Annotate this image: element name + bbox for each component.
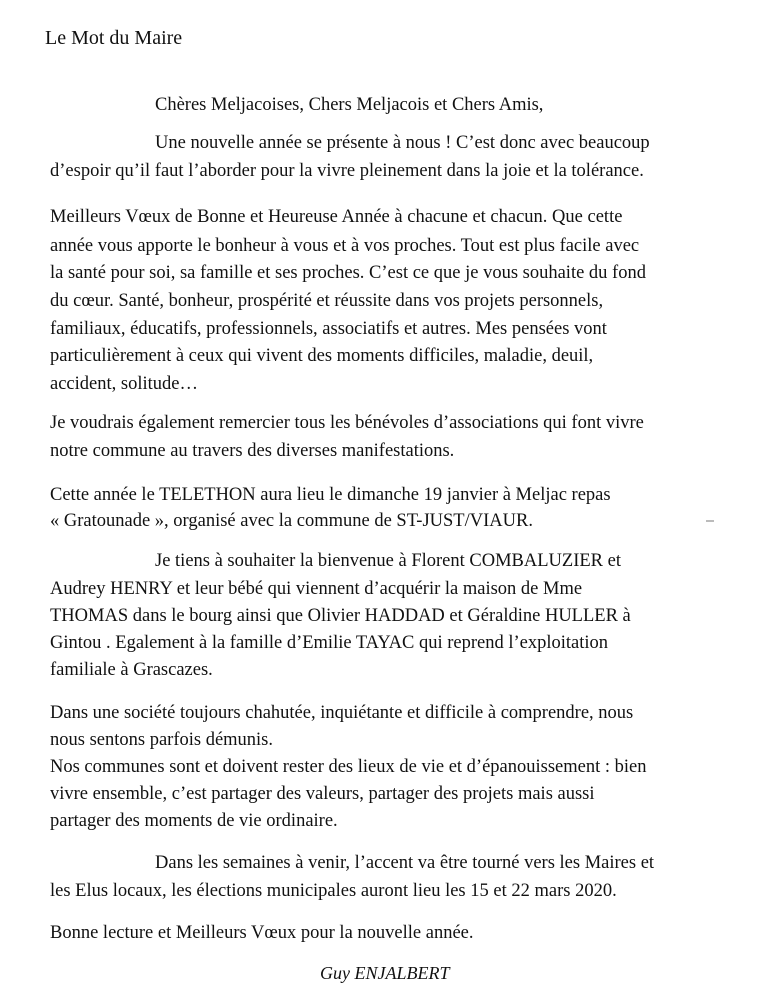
text-line: accident, solitude… [50,374,198,394]
text-line: Meilleurs Vœux de Bonne et Heureuse Année à chacune et chacun. Que cette [50,207,623,227]
text-line: THOMAS dans le bourg ainsi que Olivier HADDAD et Géraldine HULLER à [50,606,631,626]
text-line: la santé pour soi, sa famille et ses proches. C’est ce que je vous souhaite du fond [50,263,646,283]
text-line: Dans les semaines à venir, l’accent va être tourné vers les Maires et [155,853,655,873]
text-line: d’espoir qu’il faut l’aborder pour la vivre pleinement dans la joie et la tolérance. [50,161,644,181]
greeting: Chères Meljacoises, Chers Meljacois et Chers Amis, [155,95,544,115]
text-line: notre commune au travers des diverses manifestations. [50,441,455,461]
text-line: année vous apporte le bonheur à vous et à vos proches. Tout est plus facile avec [50,236,640,256]
text-line: Je tiens à souhaiter la bienvenue à Florent COMBALUZIER et [155,551,621,571]
text-line: Gintou . Egalement à la famille d’Emilie TAYAC qui reprend l’exploitation [50,633,609,653]
text-line: Cette année le TELETHON aura lieu le dimanche 19 janvier à Meljac repas [50,485,611,505]
text-line: Audrey HENRY et leur bébé qui viennent d’acquérir la maison de Mme [50,579,583,599]
text-line: particulièrement à ceux qui vivent des moments difficiles, maladie, deuil, [50,346,594,366]
text-line: « Gratounade », organisé avec la commune de ST-JUST/VIAUR. [50,511,533,531]
text-line: partager des moments de vie ordinaire. [50,811,338,831]
text-line: Nos communes sont et doivent rester des lieux de vie et d’épanouissement : bien [50,757,647,777]
scan-mark [706,520,714,522]
text-line: les Elus locaux, les élections municipales auront lieu les 15 et 22 mars 2020. [50,881,617,901]
text-line: du cœur. Santé, bonheur, prospérité et réussite dans vos projets personnels, [50,291,604,311]
text-line: Je voudrais également remercier tous les bénévoles d’associations qui font vivre [50,413,644,433]
text-line: familiaux, éducatifs, professionnels, associatifs et autres. Mes pensées vont [50,319,607,339]
text-line: Bonne lecture et Meilleurs Vœux pour la nouvelle année. [50,923,474,943]
text-line: Dans une société toujours chahutée, inquiétante et difficile à comprendre, nous [50,703,634,723]
signature: Guy ENJALBERT [320,963,450,983]
text-line: Une nouvelle année se présente à nous ! C’est donc avec beaucoup [155,133,650,153]
text-line: vivre ensemble, c’est partager des valeurs, partager des projets mais aussi [50,784,595,804]
page-title: Le Mot du Maire [45,27,183,49]
text-line: familiale à Grascazes. [50,660,213,680]
text-line: nous sentons parfois démunis. [50,730,274,750]
